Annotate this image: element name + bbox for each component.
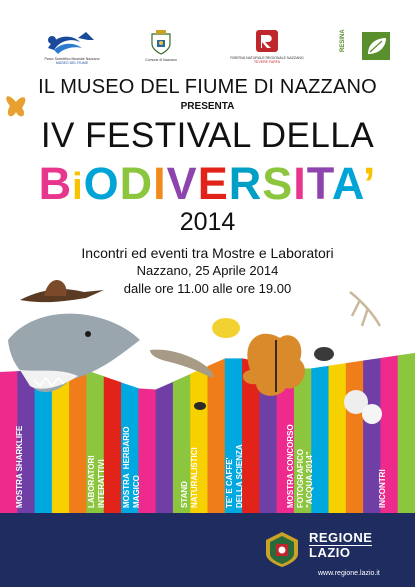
stripe [104, 376, 122, 513]
activity-laboratori [87, 455, 106, 508]
activity-label: LABORATORI INTERATTIVI [87, 455, 106, 508]
museum-title: IL MUSEO DEL FIUME DI NAZZANO [38, 76, 377, 98]
activity-caffe [225, 444, 244, 508]
activity-stand [180, 447, 199, 508]
date-line: Nazzano, 25 Aprile 2014 [136, 263, 279, 278]
stripe [398, 353, 415, 513]
mantis-icon [350, 292, 380, 326]
bio-letter: A [331, 158, 363, 209]
museum-caption-1: Parco Scientifico Museale Nazzano [44, 57, 100, 61]
activity-label: MOSTRA CONCORSO FOTOGRAFICO "ACQUA 2014" [286, 424, 314, 508]
riserva-caption-1: RISERVA NATURALE REGIONALE NAZZANO [230, 56, 304, 60]
flower-icon [212, 318, 240, 338]
museum-logo-caption [40, 57, 104, 65]
bio-letter: ’ [362, 158, 377, 209]
activity-sharklife [15, 426, 25, 508]
bio-letter: i [72, 166, 84, 208]
white-flower-icon [362, 404, 382, 424]
year: 2014 [179, 208, 236, 236]
activity-label: STAND NATURALISTICI [180, 447, 199, 508]
bio-letter: E [197, 158, 229, 209]
activity-herbario [122, 427, 141, 508]
stripe [69, 369, 87, 513]
regione-lazio-name [309, 531, 372, 560]
stripe [346, 361, 364, 513]
region-url[interactable]: www.regione.lazio.it [318, 570, 380, 577]
bio-letter: B [38, 158, 73, 209]
activity-label: TE' E CAFFE' DELLA SCIENZA [225, 444, 244, 508]
bio-letter: D [119, 158, 154, 209]
bio-letter: I [153, 158, 167, 209]
region-line-2: LAZIO [309, 545, 351, 560]
museum-caption-2: MUSEO DEL FIUME [55, 61, 89, 65]
activity-label: MOSTRA HERBARIO MAGICO [122, 426, 141, 508]
activity-concorso [286, 424, 315, 508]
hours-line: dalle ore 11.00 alle ore 19.00 [123, 281, 292, 296]
activity-label: INCONTRI [378, 469, 387, 508]
presenta-text: PRESENTA [180, 101, 235, 112]
resina-label: RESINA [340, 29, 346, 52]
festival-title: IV FESTIVAL DELLA [40, 116, 375, 155]
bio-letter: I [293, 158, 307, 209]
woodlouse-icon [314, 347, 334, 361]
regione-lazio-crest-icon [264, 530, 300, 568]
subtitle: Incontri ed eventi tra Mostre e Laboratori [81, 245, 334, 261]
resina-leaf-logo [358, 32, 390, 62]
beetle-icon [194, 402, 206, 410]
bio-letter: V [166, 158, 198, 209]
bio-letter: T [306, 158, 332, 209]
activity-label: MOSTRA SHARKLIFE [15, 425, 24, 508]
shark-eye-icon [85, 331, 91, 337]
stripe [329, 363, 347, 513]
bio-letter: R [228, 158, 263, 209]
comune-crest-icon [150, 30, 172, 56]
riserva-logo [256, 30, 278, 52]
lizard-icon [150, 350, 213, 378]
stripe [208, 358, 226, 513]
bio-letter: S [262, 158, 294, 209]
region-line-1: REGIONE [309, 530, 373, 545]
stripe [138, 388, 156, 513]
comune-caption: Comune di Nazzano [145, 58, 177, 62]
bio-letter: O [83, 158, 120, 209]
stripe [156, 382, 174, 513]
riserva-caption-2: TEVERE FARFA [253, 60, 281, 64]
riserva-caption [228, 56, 306, 64]
biodiversita-title [0, 158, 415, 210]
activity-incontri [378, 469, 388, 508]
